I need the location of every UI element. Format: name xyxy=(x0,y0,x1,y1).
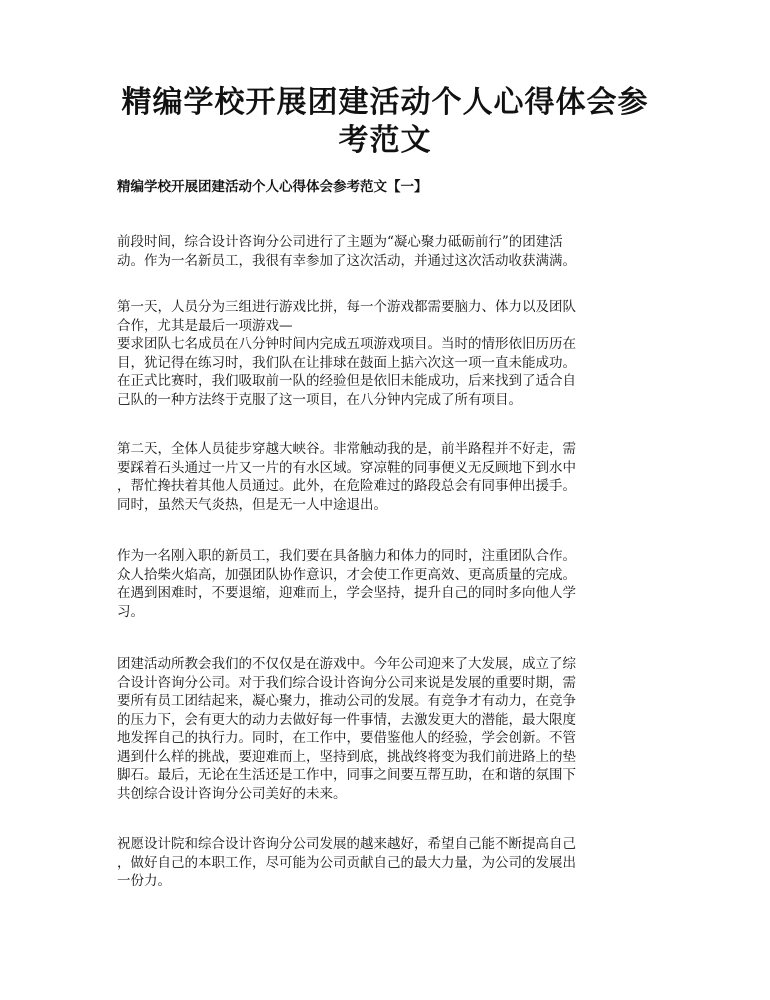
paragraph-line: 第二天，全体人员徒步穿越大峡谷。非常触动我的是，前半路程并不好走，需 xyxy=(117,441,576,457)
paragraph-line: 脚石。最后，无论在生活还是工作中，同事之间要互帮互助，在和谐的氛围下 xyxy=(117,767,576,783)
document-title xyxy=(100,84,670,160)
paragraph-intro xyxy=(117,233,657,270)
paragraph-line: 前段时间，综合设计咨询分公司进行了主题为“凝心聚力砥砺前行”的团建活 xyxy=(117,234,563,250)
paragraph-line: 合设计咨询分公司。对于我们综合设计咨询分公司来说是发展的重要时期，需 xyxy=(117,674,576,691)
paragraph-reflection xyxy=(117,655,657,803)
paragraph-day-one xyxy=(117,298,657,409)
paragraph-teamwork xyxy=(117,547,657,621)
paragraph-line: 作为一名刚入职的新员工，我们要在具备脑力和体力的同时，注重团队合作。 xyxy=(117,548,576,564)
paragraph-line: 要踩着石头通过一片又一片的有水区域。穿凉鞋的同事便义无反顾地下到水中 xyxy=(117,459,576,476)
paragraph-line: 众人拾柴火焰高，加强团队协作意识，才会使工作更高效、更高质量的完成。 xyxy=(117,566,576,583)
paragraph-line: 团建活动所教会我们的不仅仅是在游戏中。今年公司迎来了大发展，成立了综 xyxy=(117,656,576,672)
paragraph-line: 合作，尤其是最后一项游戏— xyxy=(117,317,293,334)
paragraph-line: 要所有员工团结起来，凝心聚力，推动公司的发展。有竞争才有动力，在竞争 xyxy=(117,693,576,709)
paragraph-line: 要求团队七名成员在八分钟时间内完成五项游戏项目。当时的情形依旧历历在 xyxy=(117,336,576,352)
title-line: 精编学校开展团建活动个人心得体会参 xyxy=(121,85,649,120)
paragraph-line: 的压力下，会有更大的动力去做好每一件事情，去激发更大的潜能，最大限度 xyxy=(117,711,576,728)
paragraph-line: 在遇到困难时，不要退缩，迎难而上，学会坚持，提升自己的同时多向他人学 xyxy=(117,585,576,601)
paragraph-line: 共创综合设计咨询分公司美好的未来。 xyxy=(117,785,347,802)
section-heading: 精编学校开展团建活动个人心得体会参考范文【一】 xyxy=(117,179,428,195)
paragraph-line: 地发挥自己的执行力。同时，在工作中，要借鉴他人的经验，学会创新。不管 xyxy=(117,730,576,746)
paragraph-line: 祝愿设计院和综合设计咨询分公司发展的越来越好，希望自己能不断提高自己 xyxy=(117,836,576,852)
paragraph-day-two xyxy=(117,440,657,514)
paragraph-line: 在正式比赛时，我们吸取前一队的经验但是依旧未能成功，后来找到了适合自 xyxy=(117,373,576,389)
paragraph-line: 一份力。 xyxy=(117,873,171,889)
paragraph-line: 己队的一种方法终于克服了这一项目，在八分钟内完成了所有项目。 xyxy=(117,391,522,408)
paragraph-line: 目，犹记得在练习时，我们队在让排球在鼓面上掂六次这一项一直未能成功。 xyxy=(117,354,576,371)
paragraph-line: 动。作为一名新员工，我很有幸参加了这次活动，并通过这次活动收获满满。 xyxy=(117,252,576,269)
paragraph-line: ，帮忙搀扶着其他人员通过。此外，在危险难过的路段总会有同事伸出援手。 xyxy=(117,478,576,494)
paragraph-line: ，做好自己的本职工作，尽可能为公司贡献自己的最大力量，为公司的发展出 xyxy=(117,854,576,871)
paragraph-line: 习。 xyxy=(117,603,144,620)
paragraph-line: 第一天，人员分为三组进行游戏比拼，每一个游戏都需要脑力、体力以及团队 xyxy=(117,299,576,315)
paragraph-line: 遇到什么样的挑战，要迎难而上，坚持到底，挑战终将变为我们前进路上的垫 xyxy=(117,748,576,765)
paragraph-closing xyxy=(117,835,657,891)
title-line: 考范文 xyxy=(338,123,432,158)
paragraph-line: 同时，虽然天气炎热，但是无一人中途退出。 xyxy=(117,496,387,513)
